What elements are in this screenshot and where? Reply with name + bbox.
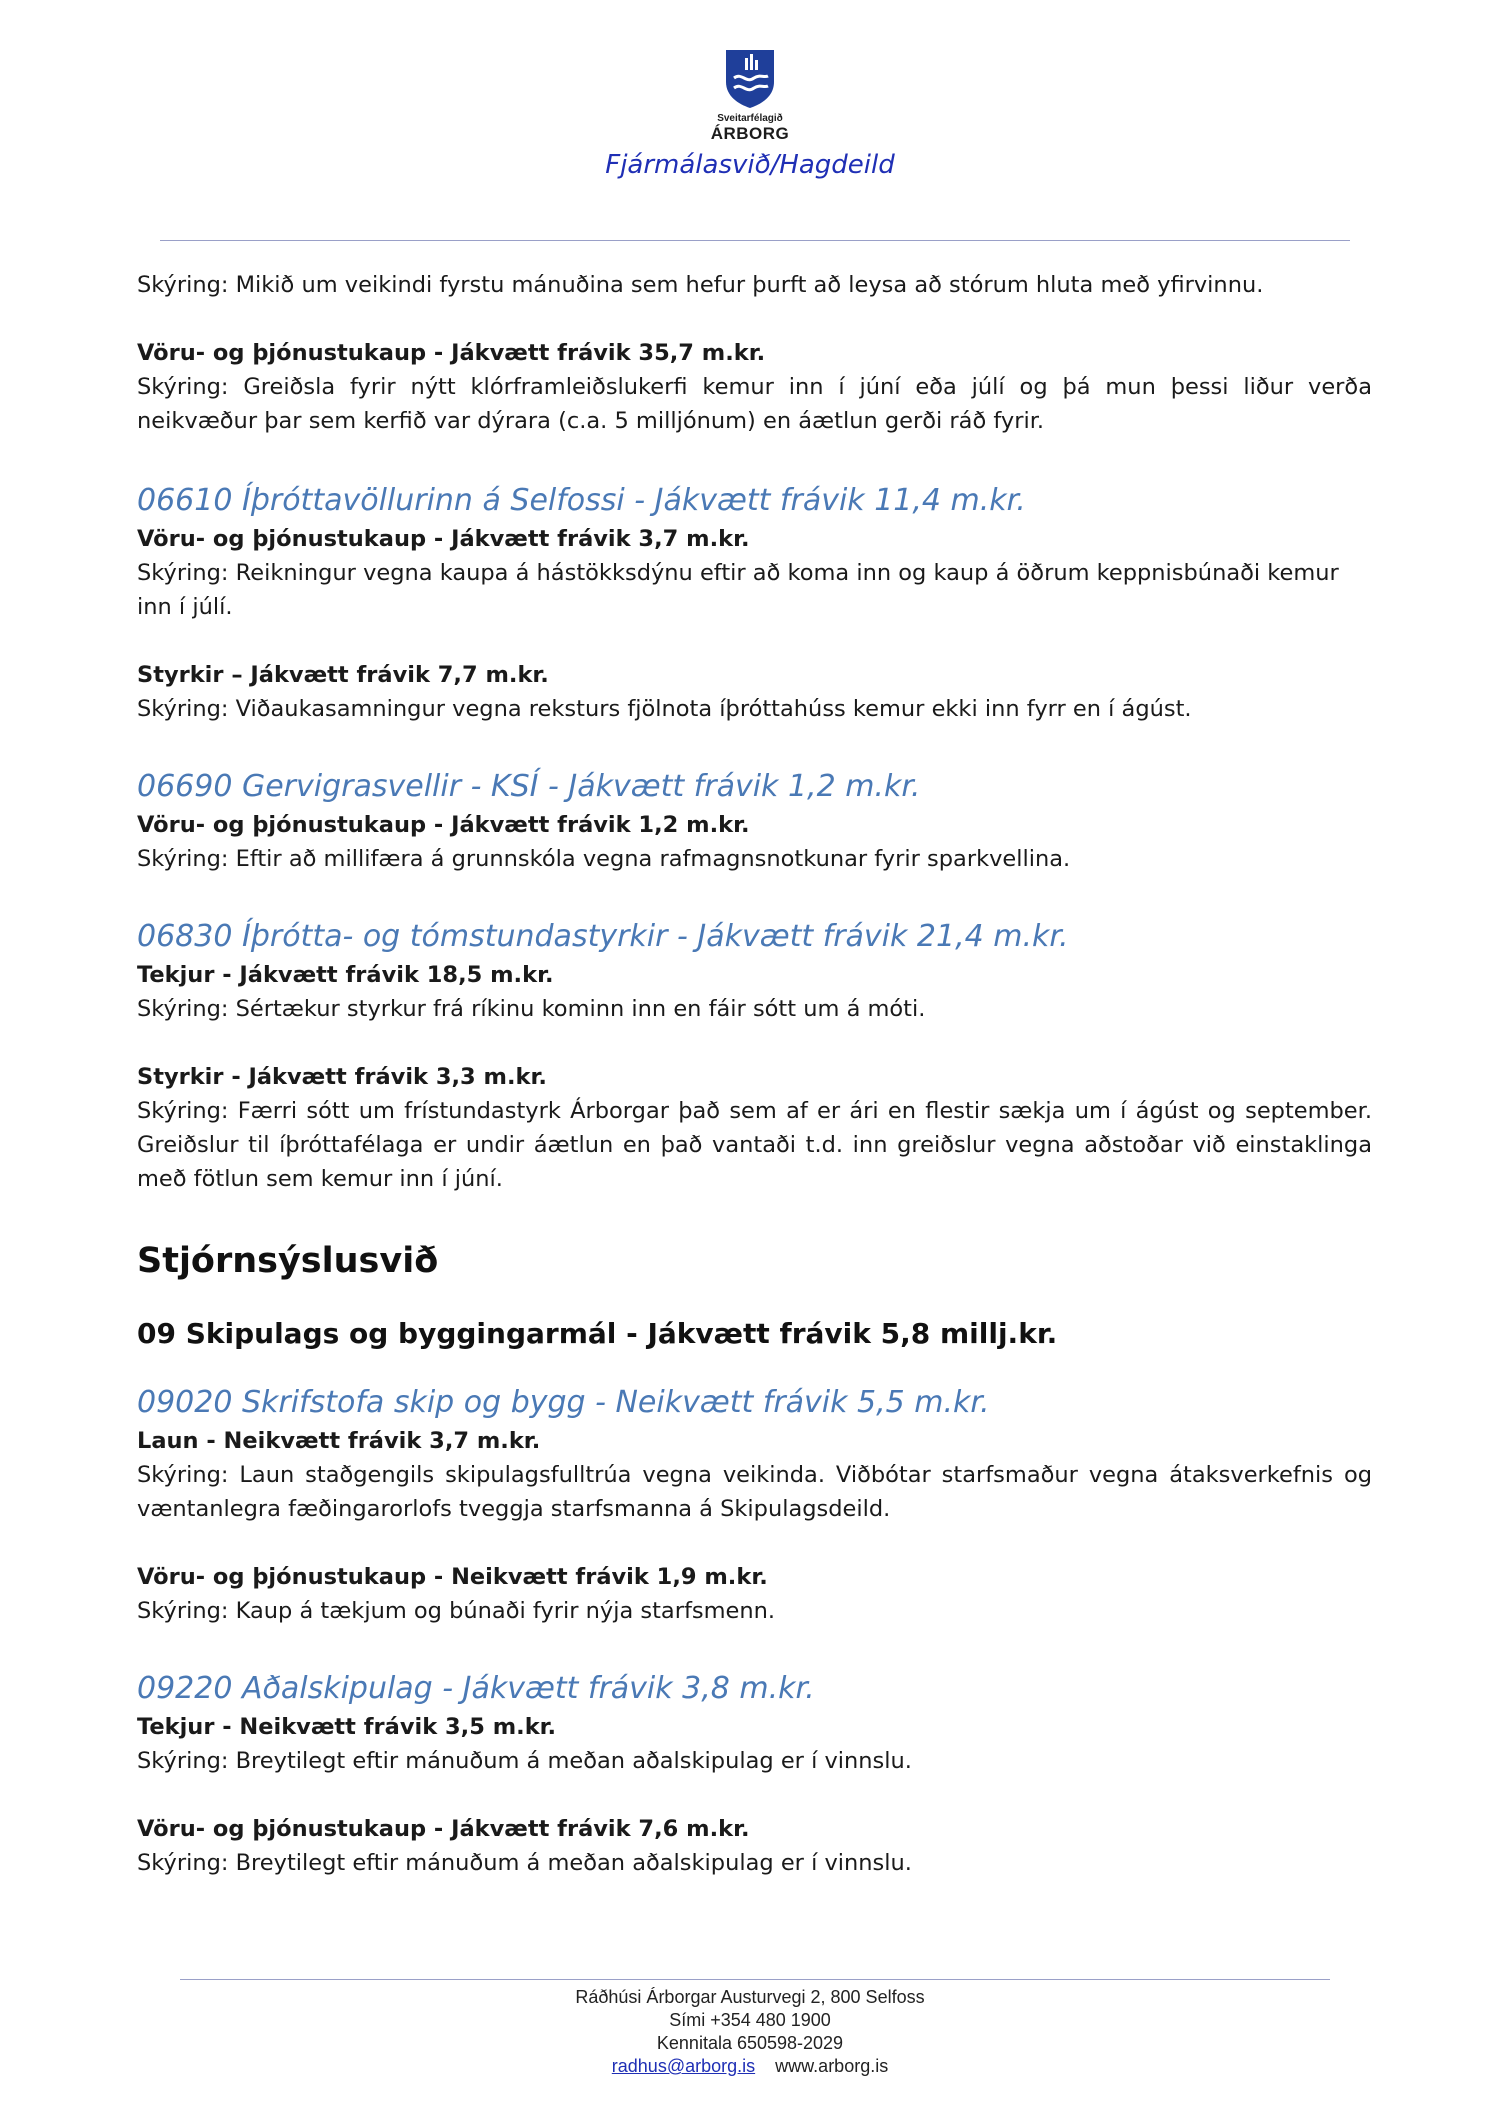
explanation-text: Skýring: Breytilegt eftir mánuðum á meðan aðalskipulag er í vinnslu. (137, 1748, 912, 1774)
explanation-text: Skýring: Sértækur styrkur frá ríkinu kominn inn en fáir sótt um á móti. (137, 996, 926, 1022)
item-heading: Tekjur - Neikvætt frávik 3,5 m.kr. (137, 1714, 557, 1740)
coat-of-arms-icon (724, 48, 776, 110)
subsection-heading: 09 Skipulags og byggingarmál - Jákvætt frávik 5,8 millj.kr. (137, 1317, 1058, 1350)
item-heading: Vöru- og þjónustukaup - Jákvætt frávik 7,6 m.kr. (137, 1816, 750, 1842)
cost-center-heading: 09020 Skrifstofa skip og bygg - Neikvætt frávik 5,5 m.kr. (137, 1385, 990, 1420)
cost-center-heading: 06830 Íþrótta- og tómstundastyrkir - Jákvætt frávik 21,4 m.kr. (137, 919, 1069, 954)
explanation-text: Skýring: Viðaukasamningur vegna reksturs fjölnota íþróttahúss kemur ekki inn fyrr en í ágúst. (137, 696, 1192, 722)
header-divider (160, 240, 1350, 241)
item-heading: Laun - Neikvætt frávik 3,7 m.kr. (137, 1428, 541, 1454)
explanation-text: Skýring: Kaup á tækjum og búnaði fyrir nýja starfsmenn. (137, 1598, 776, 1624)
explanation-text: Skýring: Færri sótt um frístundastyrk Árborgar það sem af er ári en flestir sækja um í ágúst og september. Greiðslur til íþróttafélaga er undir áætlun en það vantaði t.d. inn greiðslur vegna aðstoðar við einstaklinga með fötlun sem kemur inn í júní. (137, 1098, 1372, 1192)
website-text: www.arborg.is (775, 2056, 889, 2076)
item-heading: Tekjur - Jákvætt frávik 18,5 m.kr. (137, 962, 554, 988)
municipality-logo (0, 48, 1500, 143)
footer-contact (0, 2055, 1500, 2078)
item-heading: Vöru- og þjónustukaup - Neikvætt frávik 1,9 m.kr. (137, 1564, 768, 1590)
cost-center-heading: 06610 Íþróttavöllurinn á Selfossi - Jákvætt frávik 11,4 m.kr. (137, 483, 1026, 518)
explanation-text: Skýring: Mikið um veikindi fyrstu mánuðina sem hefur þurft að leysa að stórum hluta með yfirvinnu. (137, 272, 1264, 298)
section-heading: Stjórnsýslusvið (137, 1241, 439, 1281)
explanation-text: Skýring: Greiðsla fyrir nýtt klórframleiðslukerfi kemur inn í júní eða júlí og þá mun þessi liður verða neikvæður þar sem kerfið var dýrara (c.a. 5 milljónum) en áætlun gerði ráð fyrir. (137, 374, 1372, 434)
explanation-text: Skýring: Laun staðgengils skipulagsfulltrúa vegna veikinda. Viðbótar starfsmaður vegna átaksverkefnis og væntanlegra fæðingarorlofs tveggja starfsmanna á Skipulagsdeild. (137, 1462, 1372, 1522)
logo-text-large: ÁRBORG (710, 124, 790, 143)
footer-address: Ráðhúsi Árborgar Austurvegi 2, 800 Selfoss (575, 1987, 925, 2007)
explanation-text: Skýring: Breytilegt eftir mánuðum á meðan aðalskipulag er í vinnslu. (137, 1850, 912, 1876)
item-heading: Vöru- og þjónustukaup - Jákvætt frávik 35,7 m.kr. (137, 340, 766, 366)
footer-id-number: Kennitala 650598-2029 (656, 2033, 844, 2053)
explanation-text: Skýring: Reikningur vegna kaupa á hástökksdýnu eftir að koma inn og kaup á öðrum keppnisbúnaði kemur inn í júlí. (137, 560, 1339, 620)
email-link[interactable]: radhus@arborg.is (611, 2056, 756, 2076)
item-heading: Styrkir – Jákvætt frávik 7,7 m.kr. (137, 662, 549, 688)
department-title: Fjármálasvið/Hagdeild (605, 150, 895, 180)
cost-center-heading: 09220 Aðalskipulag - Jákvætt frávik 3,8 m.kr. (137, 1671, 815, 1706)
footer (0, 1986, 1500, 2078)
footer-divider (180, 1979, 1330, 1980)
document-body (137, 268, 1372, 1880)
item-heading: Vöru- og þjónustukaup - Jákvætt frávik 1,2 m.kr. (137, 812, 750, 838)
footer-phone: Sími +354 480 1900 (669, 2010, 831, 2030)
explanation-text: Skýring: Eftir að millifæra á grunnskóla vegna rafmagnsnotkunar fyrir sparkvellina. (137, 846, 1071, 872)
cost-center-heading: 06690 Gervigrasvellir - KSÍ - Jákvætt frávik 1,2 m.kr. (137, 769, 921, 804)
item-heading: Styrkir - Jákvætt frávik 3,3 m.kr. (137, 1064, 547, 1090)
item-heading: Vöru- og þjónustukaup - Jákvætt frávik 3,7 m.kr. (137, 526, 750, 552)
logo-text-small: Sveitarfélagið (717, 113, 783, 124)
